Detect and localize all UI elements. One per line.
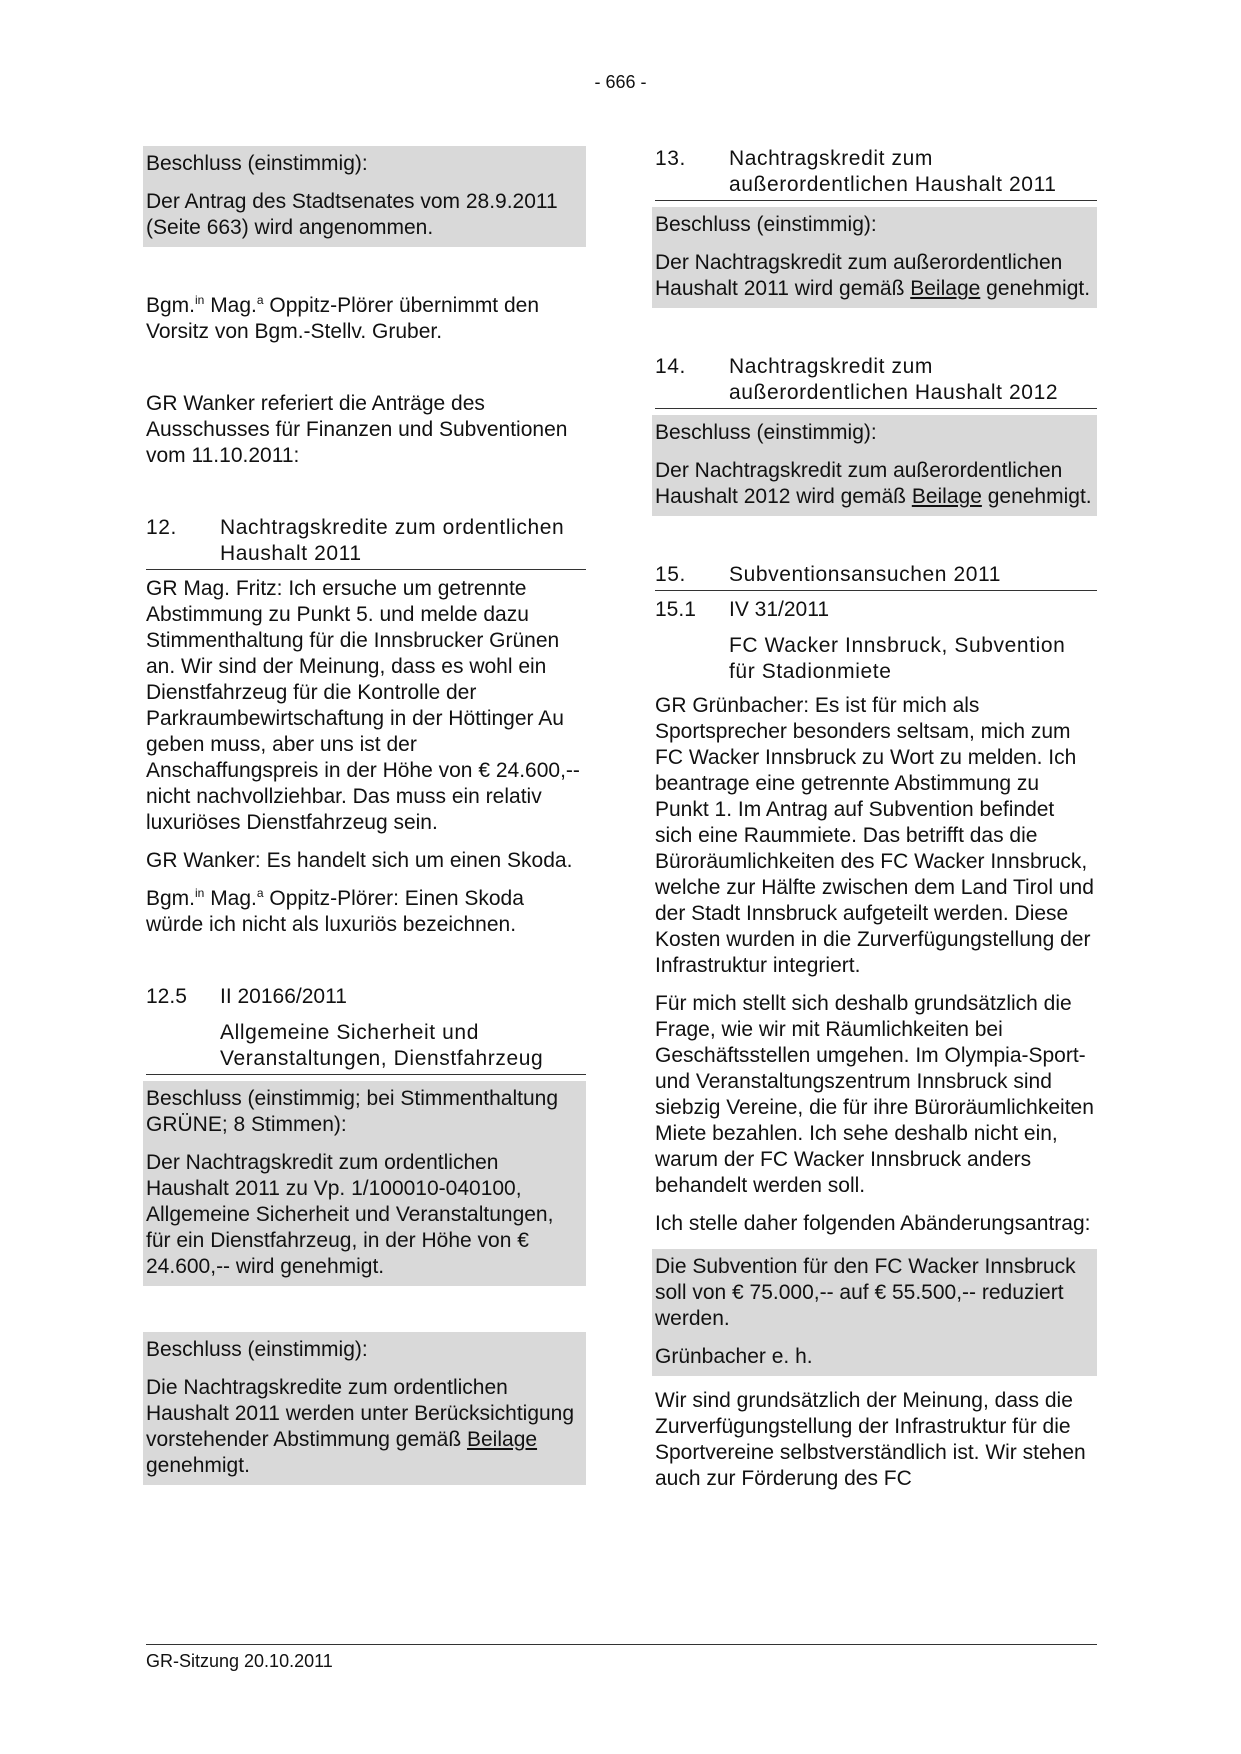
right-column bbox=[655, 146, 1097, 1492]
section-title: Nachtragskredite zum ordentlichen Haushalt 2011 bbox=[220, 516, 565, 565]
resolution-box bbox=[143, 146, 586, 247]
item-number: 15.1 bbox=[655, 598, 696, 621]
statement-gruenbacher-cont: Wir sind grundsätzlich der Meinung, dass die Zurverfügungstellung der Infrastruktur für die Sportvereine selbstverständlich ist. Wir stehen auch zur Förderung des FC bbox=[655, 1389, 1086, 1490]
item-code: IV 31/2011 bbox=[729, 598, 830, 621]
resolution-box bbox=[143, 1081, 586, 1286]
statement-wanker: GR Wanker: Es handelt sich um einen Skoda. bbox=[146, 849, 573, 872]
section-number: 14. bbox=[655, 355, 686, 378]
amendment-text: Die Subvention für den FC Wacker Innsbruck soll von € 75.000,-- auf € 55.500,-- reduziert werden. bbox=[655, 1255, 1076, 1330]
section-number: 12. bbox=[146, 516, 177, 539]
section-15-heading bbox=[655, 562, 1097, 591]
resolution-box bbox=[652, 415, 1097, 516]
section-12-heading bbox=[146, 515, 586, 570]
resolution-text: Der Antrag des Stadtsenates vom 28.9.2011 (Seite 663) wird angenommen. bbox=[146, 190, 558, 239]
item-code: II 20166/2011 bbox=[220, 985, 347, 1008]
resolution-text: Der Nachtragskredit zum außerordentlichen Haushalt 2011 wird gemäß Beilage genehmigt. bbox=[655, 251, 1091, 300]
amendment-box bbox=[652, 1249, 1097, 1376]
section-title: Subventionsansuchen 2011 bbox=[729, 563, 1002, 586]
item-12-5 bbox=[146, 984, 586, 1010]
resolution-title: Beschluss (einstimmig): bbox=[146, 152, 368, 175]
attachment-link: Beilage bbox=[467, 1428, 538, 1451]
resolution-title: Beschluss (einstimmig; bei Stimmenthaltung GRÜNE; 8 Stimmen): bbox=[146, 1087, 559, 1136]
section-number: 15. bbox=[655, 563, 686, 586]
amendment-signature: Grünbacher e. h. bbox=[655, 1345, 813, 1368]
statement-gruenbacher: GR Grünbacher: Es ist für mich als Sportsprecher besonders seltsam, mich zum FC Wacker Innsbruck zu Wort zu melden. Ich beantrage eine getrennte Abstimmung zu Punkt 1. Im Antrag auf Subvention befindet sich eine Raummiete. Das betrifft das die Büroräumlichkeiten des FC Wacker Innsbruck, welche zur Hälfte zwischen dem Land Tirol und der Stadt Innsbruck aufgeteilt werden. Diese Kosten wurden in die Zurverfügungstellung der Infrastruktur integriert. bbox=[655, 694, 1094, 977]
resolution-box bbox=[143, 1332, 586, 1485]
section-title: Nachtragskredit zum außerordentlichen Haushalt 2012 bbox=[729, 355, 1059, 404]
chair-change-text: Bgm.$^{in}$ Mag.$^a$ Oppitz-Plörer übernimmt den Vorsitz von Bgm.-Stellv. Gruber. bbox=[146, 293, 540, 343]
resolution-title: Beschluss (einstimmig): bbox=[655, 213, 877, 236]
resolution-text: Der Nachtragskredit zum außerordentlichen Haushalt 2012 wird gemäß Beilage genehmigt. bbox=[655, 459, 1092, 508]
resolution-text: Der Nachtragskredit zum ordentlichen Haushalt 2011 zu Vp. 1/100010-040100, Allgemeine Sicherheit und Veranstaltungen, für ein Dienstfahrzeug, in der Höhe von € 24.600,-- wird genehmigt. bbox=[146, 1151, 554, 1278]
item-title: Allgemeine Sicherheit und Veranstaltungen, Dienstfahrzeug bbox=[146, 1020, 586, 1075]
item-number: 12.5 bbox=[146, 985, 187, 1008]
resolution-text: Die Nachtragskredite zum ordentlichen Haushalt 2011 werden unter Berücksichtigung vorstehender Abstimmung gemäß Beilage genehmigt. bbox=[146, 1376, 575, 1477]
section-13-heading bbox=[655, 146, 1097, 201]
footer-divider bbox=[146, 1644, 1097, 1645]
statement-gruenbacher-cont: Für mich stellt sich deshalb grundsätzlich die Frage, wie wir mit Räumlichkeiten bei Geschäftsstellen umgehen. Im Olympia-Sport- und Veranstaltungszentrum Innsbruck sind siebzig Vereine, die für ihre Büroräumlichkeiten Miete bezahlen. Ich sehe deshalb nicht ein, warum der FC Wacker Innsbruck anders behandelt werden soll. bbox=[655, 992, 1094, 1197]
statement-oppitz-ploerer: Bgm.$^{in}$ Mag.$^a$ Oppitz-Plörer: Einen Skoda würde ich nicht als luxuriös bezeichnen. bbox=[146, 886, 524, 936]
item-15-1 bbox=[655, 597, 1097, 623]
footer-text: GR-Sitzung 20.10.2011 bbox=[146, 1651, 333, 1671]
resolution-box bbox=[652, 207, 1097, 308]
left-column bbox=[146, 146, 586, 1485]
attachment-link: Beilage bbox=[911, 485, 982, 508]
section-number: 13. bbox=[655, 147, 686, 170]
statement-fritz: GR Mag. Fritz: Ich ersuche um getrennte Abstimmung zu Punkt 5. und melde dazu Stimmenthaltung für die Innsbrucker Grünen an. Wir sind der Meinung, dass es wohl ein Dienstfahrzeug für die Kontrolle der Parkraumbewirtschaftung in der Höttinger Au geben muss, aber uns ist der Anschaffungspreis in der Höhe von € 24.600,-- nicht nachvollziehbar. Das muss ein relativ luxuriöses Dienstfahrzeug sein. bbox=[146, 577, 580, 834]
attachment-link: Beilage bbox=[910, 277, 981, 300]
resolution-title: Beschluss (einstimmig): bbox=[655, 421, 877, 444]
section-14-heading bbox=[655, 354, 1097, 409]
section-title: Nachtragskredit zum außerordentlichen Haushalt 2011 bbox=[729, 147, 1057, 196]
rapporteur-intro: GR Wanker referiert die Anträge des Ausschusses für Finanzen und Subventionen vom 11.10.2011: bbox=[146, 392, 568, 467]
resolution-title: Beschluss (einstimmig): bbox=[146, 1338, 368, 1361]
statement-gruenbacher-cont: Ich stelle daher folgenden Abänderungsantrag: bbox=[655, 1212, 1091, 1235]
item-title: FC Wacker Innsbruck, Subvention für Stadionmiete bbox=[729, 634, 1066, 683]
page-number: - 666 - bbox=[594, 72, 647, 92]
